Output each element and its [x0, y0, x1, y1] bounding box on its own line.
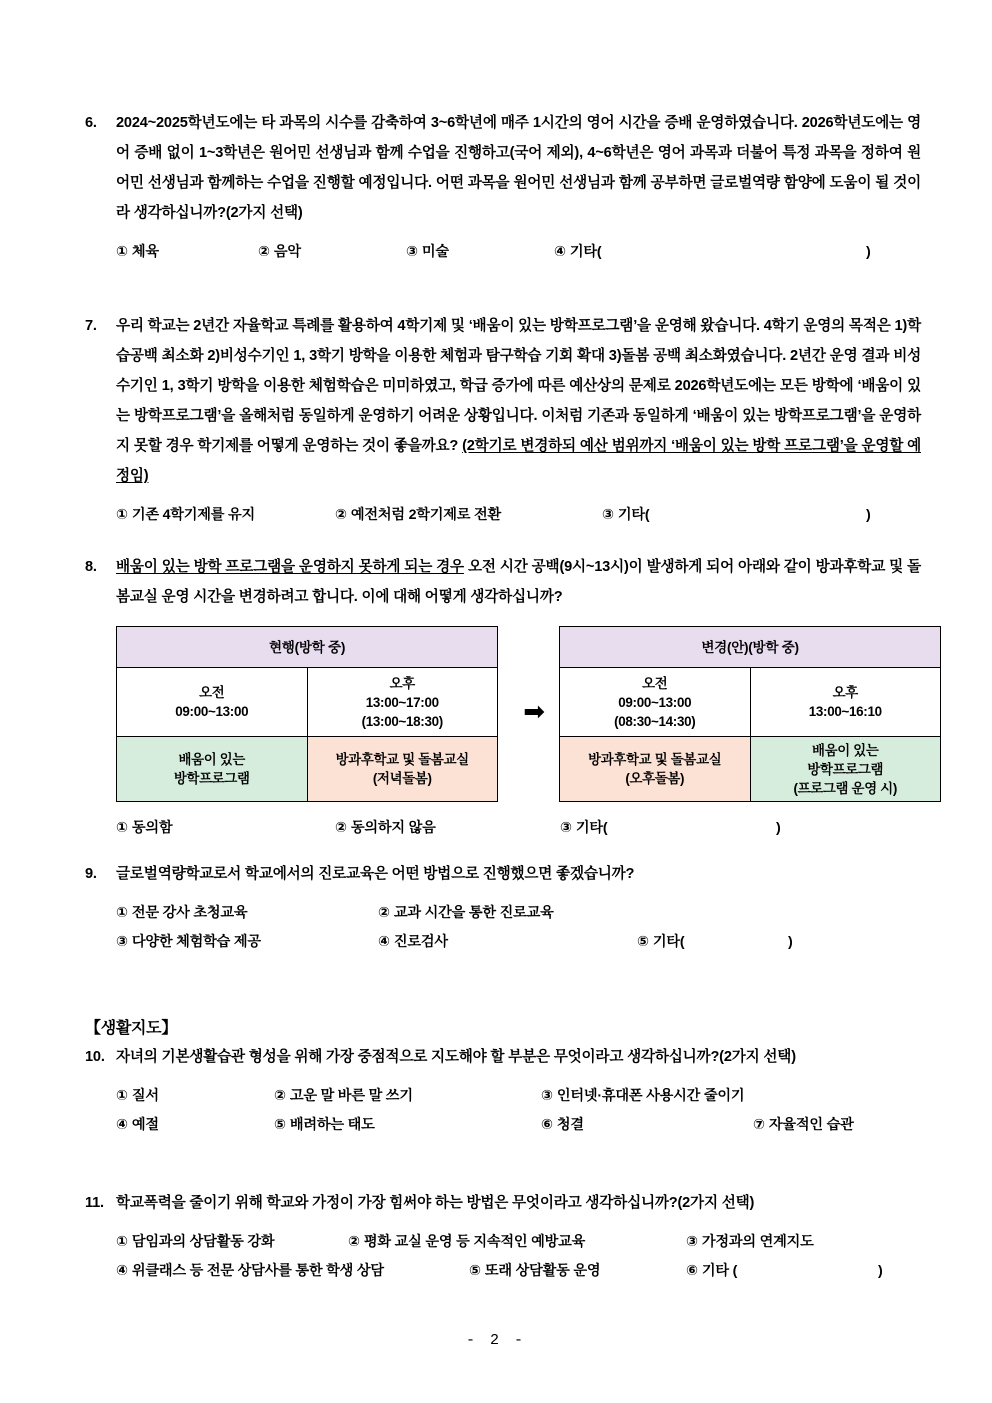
- question-10-number: 10.: [85, 1049, 105, 1065]
- option-11-5[interactable]: ⑤ 또래 상담활동 운영: [469, 1263, 601, 1279]
- question-10-text: 자녀의 기본생활습관 형성을 위해 가장 중점적으로 지도해야 할 부분은 무엇이라고 생각하십니까?(2가지 선택): [116, 1049, 796, 1065]
- option-10-1[interactable]: ① 질서: [116, 1088, 159, 1104]
- question-8-text: [116, 552, 921, 612]
- option-10-2[interactable]: ② 고운 말 바른 말 쓰기: [274, 1088, 413, 1104]
- question-7-text: [116, 311, 921, 491]
- option-7-2[interactable]: ② 예전처럼 2학기제로 전환: [335, 507, 502, 523]
- option-10-6[interactable]: ⑥ 청결: [541, 1117, 584, 1133]
- option-11-6[interactable]: ⑥ 기타 (: [686, 1263, 738, 1279]
- table-row: [560, 627, 941, 668]
- option-8-2[interactable]: ② 동의하지 않음: [335, 820, 436, 836]
- proposed-schedule-table: [559, 626, 941, 802]
- option-row: [116, 238, 921, 267]
- option-10-7[interactable]: ⑦ 자율적인 습관: [753, 1117, 854, 1133]
- current-afternoon-program: 방과후학교 및 돌봄교실 (저녁돌봄): [307, 737, 498, 802]
- proposed-morning-time: 오전 09:00~13:00 (08:30~14:30): [560, 668, 751, 737]
- option-9-4[interactable]: ④ 진로검사: [378, 934, 448, 950]
- table-row: [560, 668, 941, 737]
- section-heading-life-guidance: 【생활지도】: [85, 1020, 178, 1037]
- question-11-text: 학교폭력을 줄이기 위해 학교와 가정이 가장 힘써야 하는 방법은 무엇이라고 생각하십니까?(2가지 선택): [116, 1195, 755, 1211]
- option-row: [116, 1111, 921, 1140]
- option-8-3[interactable]: ③ 기타(: [560, 820, 608, 836]
- question-10: [85, 1042, 921, 1140]
- option-row: [116, 1082, 921, 1111]
- table-row: [117, 627, 498, 668]
- option-11-4[interactable]: ④ 위클래스 등 전문 상담사를 통한 학생 상담: [116, 1263, 384, 1279]
- question-11-number: 11.: [85, 1195, 104, 1211]
- question-7-number: 7.: [85, 318, 97, 334]
- spacer: [85, 530, 921, 552]
- option-11-6-close: ): [878, 1263, 883, 1279]
- page-number: - 2 -: [465, 1332, 526, 1349]
- option-row: [116, 814, 921, 843]
- question-6-text: 2024~2025학년도에는 타 과목의 시수를 감축하여 3~6학년에 매주 1시간의 영어 시간을 증배 운영하였습니다. 2026학년도에는 영어 증배 없이 1~3학년은 원어민 선생님과 함께 수업을 진행하고(국어 제외), 4~6학년은 영어 과목과 더불어 특정 과목을 정하여 원어민 선생님과 함께하는 수업을 진행할 예정입니다. 어떤 과목을 원어민 선생님과 함께 공부하면 글로벌역량 함양에 도움이 될 것이라 생각하십니까?(2가지 선택): [116, 115, 921, 221]
- option-6-2[interactable]: ② 음악: [258, 244, 301, 260]
- question-7-options: [85, 501, 921, 530]
- question-11: [85, 1188, 921, 1286]
- option-7-3-close: ): [866, 507, 871, 523]
- current-morning-program: 배움이 있는 방학프로그램: [117, 737, 308, 802]
- table-row: [560, 737, 941, 802]
- question-9-options: [85, 899, 921, 957]
- proposed-afternoon-program: 배움이 있는 방학프로그램 (프로그램 운영 시): [750, 737, 941, 802]
- option-row: [116, 928, 921, 957]
- option-6-4-close: ): [866, 244, 871, 260]
- option-row: [116, 899, 921, 928]
- question-8-text-main: 오전 시간 공백(9시~13시)이 발생하게 되어 아래와 같이 방과후학교 및 돌봄교실 운영 시간을 변경하려고 합니다. 이에 대해 어떻게 생각하십니까?: [116, 559, 921, 605]
- option-9-1[interactable]: ① 전문 강사 초청교육: [116, 905, 248, 921]
- option-6-1[interactable]: ① 체육: [116, 244, 159, 260]
- option-7-1[interactable]: ① 기존 4학기제를 유지: [116, 507, 256, 523]
- current-morning-time: 오전 09:00~13:00: [117, 668, 308, 737]
- question-6-number: 6.: [85, 115, 97, 131]
- option-9-3[interactable]: ③ 다양한 체험학습 제공: [116, 934, 261, 950]
- option-6-4[interactable]: ④ 기타(: [554, 244, 602, 260]
- schedule-tables: [116, 626, 921, 804]
- question-7: [85, 311, 921, 530]
- current-schedule-table: [116, 626, 498, 802]
- option-9-2[interactable]: ② 교과 시간을 통한 진로교육: [378, 905, 554, 921]
- option-9-5[interactable]: ⑤ 기타(: [637, 934, 685, 950]
- proposed-morning-program: 방과후학교 및 돌봄교실 (오후돌봄): [560, 737, 751, 802]
- option-row: [116, 1228, 921, 1257]
- current-table-header: 현행(방학 중): [117, 627, 498, 668]
- option-6-3[interactable]: ③ 미술: [406, 244, 449, 260]
- option-8-3-close: ): [776, 820, 781, 836]
- question-11-options: [85, 1228, 921, 1286]
- option-11-1[interactable]: ① 담임과의 상담활동 강화: [116, 1234, 275, 1250]
- right-arrow-icon: ➡: [523, 696, 545, 726]
- option-11-3[interactable]: ③ 가정과의 연계지도: [686, 1234, 814, 1250]
- question-9: [85, 859, 921, 957]
- option-8-1[interactable]: ① 동의함: [116, 820, 173, 836]
- option-10-5[interactable]: ⑤ 배려하는 태도: [274, 1117, 375, 1133]
- question-6: [85, 108, 921, 267]
- question-8: [85, 552, 921, 843]
- spacer: [85, 1140, 921, 1188]
- proposed-afternoon-time: 오후 13:00~16:10: [750, 668, 941, 737]
- option-10-3[interactable]: ③ 인터넷·휴대폰 사용시간 줄이기: [541, 1088, 745, 1104]
- option-row: [116, 501, 921, 530]
- current-afternoon-time: 오후 13:00~17:00 (13:00~18:30): [307, 668, 498, 737]
- proposed-table-header: 변경(안)(방학 중): [560, 627, 941, 668]
- question-7-text-underlined: (2학기로 변경하되 예산 범위까지 ‘배움이 있는 방학 프로그램’을 운영할 예정임): [116, 438, 921, 484]
- question-8-options: [85, 814, 921, 843]
- spacer: [85, 843, 921, 859]
- question-6-options: [85, 238, 921, 267]
- spacer: [85, 267, 921, 311]
- option-row: [116, 1257, 921, 1286]
- question-10-options: [85, 1082, 921, 1140]
- option-10-4[interactable]: ④ 예절: [116, 1117, 159, 1133]
- question-8-number: 8.: [85, 559, 97, 575]
- question-7-text-main: 우리 학교는 2년간 자율학교 특례를 활용하여 4학기제 및 ‘배움이 있는 방학프로그램’을 운영해 왔습니다. 4학기 운영의 목적은 1)학습공백 최소화 2)비성수기인 1, 3학기 방학을 이용한 체험과 탐구학습 기회 확대 3)돌봄 공백 최소화였습니다. 2년간 운영 결과 비성수기인 1, 3학기 방학을 이용한 체험학습은 미미하였고, 학급 증가에 따른 예산상의 문제로 2026학년도에는 모든 방학에 ‘배움이 있는 방학프로그램’을 올해처럼 동일하게 운영하기 어려운 상황입니다. 이처럼 기존과 동일하게 ‘배움이 있는 방학프로그램’을 운영하지 못할 경우 학기제를 어떻게 운영하는 것이 좋을까요?: [116, 318, 921, 454]
- option-11-2[interactable]: ② 평화 교실 운영 등 지속적인 예방교육: [348, 1234, 586, 1250]
- spacer: [85, 957, 921, 1015]
- question-9-number: 9.: [85, 866, 97, 882]
- option-9-5-close: ): [788, 934, 793, 950]
- question-9-text: 글로벌역량학교로서 학교에서의 진로교육은 어떤 방법으로 진행했으면 좋겠습니까?: [116, 866, 635, 882]
- table-row: [117, 737, 498, 802]
- option-7-3[interactable]: ③ 기타(: [602, 507, 650, 523]
- table-row: [117, 668, 498, 737]
- survey-content: [85, 108, 921, 1286]
- question-8-text-underlined: 배움이 있는 방학 프로그램을 운영하지 못하게 되는 경우: [116, 559, 464, 575]
